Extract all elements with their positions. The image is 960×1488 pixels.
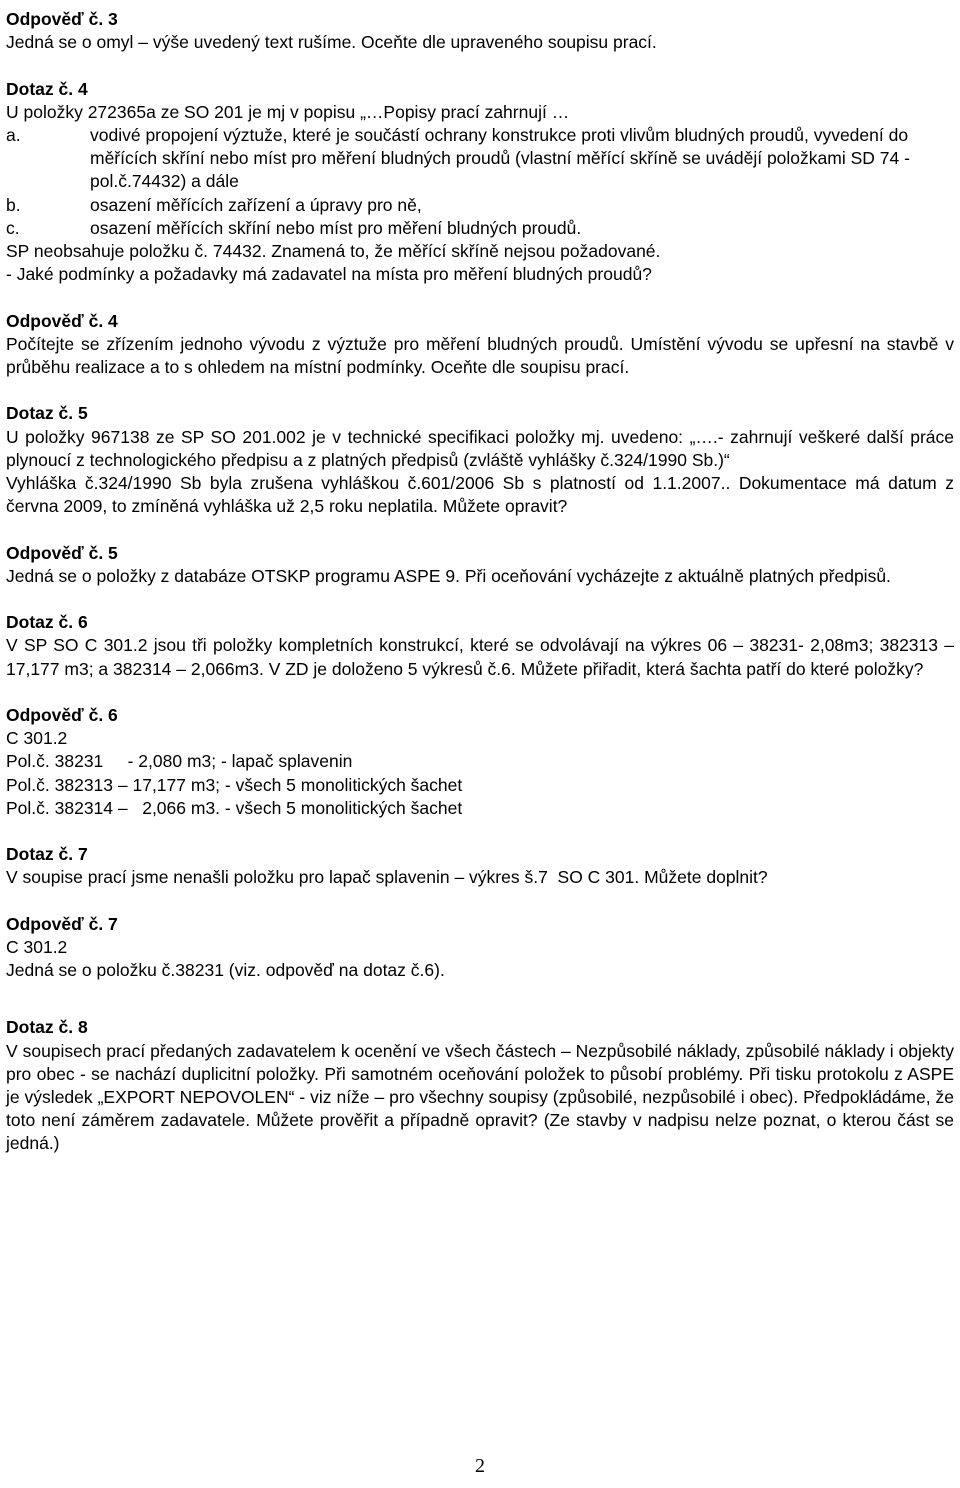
paragraph: Pol.č. 38231 - 2,080 m3; - lapač splavenin [6,751,353,772]
paragraph: - Jaké podmínky a požadavky má zadavatel na místa pro měření bludných proudů? [6,264,652,285]
paragraph: Pol.č. 382314 – 2,066 m3. - všech 5 monolitických šachet [6,797,463,818]
section-heading: Odpověď č. 5 [6,542,118,563]
paragraph: U položky 272365a ze SO 201 je mj v popisu „…Popisy prací zahrnují … [6,101,570,122]
paragraph: Pol.č. 382313 – 17,177 m3; - všech 5 monolitických šachet [6,774,463,795]
paragraph: V SP SO C 301.2 jsou tři položky kompletních konstrukcí, které se odvolávají na výkres 06 – 38231- 2,08m3; 382313 – 17,177 m3; a 382314 – 2,066m3. V ZD je doloženo 5 výkresů č.6. Můžete přiřadit, která šachta patří do které položky? [6,635,959,679]
paragraph: Počítejte se zřízením jednoho vývodu z výztuže pro měření bludných proudů. Umístění vývodu se upřesní na stavbě v průběhu realizace a to s ohledem na místní podmínky. Oceňte dle soupisu prací. [6,333,959,378]
list-item [6,217,954,240]
paragraph: C 301.2 [6,728,68,749]
paragraph: Jedná se o položku č.38231 (viz. odpověď na dotaz č.6). [6,960,445,981]
spacer [6,286,954,309]
list-item-text: osazení měřících zařízení a úpravy pro ně, [90,194,422,215]
page-number: 2 [475,1455,485,1477]
list-marker: a. [6,125,21,145]
spacer [6,379,954,402]
section-heading: Dotaz č. 6 [6,612,88,633]
paragraph: U položky 967138 ze SP SO 201.002 je v technické specifikaci položky mj. uvedeno: „….- zahrnují veškeré další práce plynoucí z technologického předpisu a z platných předpisů (zvláště vyhlášky č.324/1990 Sb.)“ [6,426,959,470]
section-heading: Dotaz č. 4 [6,78,88,99]
spacer [6,518,954,541]
paragraph: SP neobsahuje položku č. 74432. Znamená to, že měřící skříně nejsou požadované. [6,241,661,262]
list-item [6,194,954,217]
list-marker: b. [6,194,21,215]
list-item [6,124,954,194]
section-heading: Odpověď č. 4 [6,310,118,331]
section-heading: Dotaz č. 8 [6,1017,88,1038]
list-item-text: osazení měřících skříní nebo míst pro měření bludných proudů. [90,217,582,238]
section-heading: Dotaz č. 7 [6,844,88,865]
section-heading: Odpověď č. 6 [6,705,118,725]
spacer [6,588,954,611]
paragraph: V soupisech prací předaných zadavatelem k ocenění ve všech částech – Nezpůsobilé náklady, způsobilé náklady i objekty pro obec - se nachází duplicitní položky. Při samotném oceňování položek to působí problémy. Při tisku protokolu z ASPE je výsledek „EXPORT NEPOVOLEN“ - viz níže – pro všechny soupisy (způsobilé, nezpůsobilé i obec). Předpokládáme, že toto není záměrem zadavatele. Můžete prověřit a případně opravit? (Ze stavby v nadpisu nelze poznat, o kterou část se jedná.) [6,1040,959,1154]
section-heading: Odpověď č. 7 [6,913,118,934]
spacer [6,54,954,77]
spacer [6,820,954,843]
list-marker: c. [6,217,20,238]
section-heading: Odpověď č. 3 [6,9,118,29]
spacer [6,681,954,704]
list-item-text: vodivé propojení výztuže, které je součástí ochrany konstrukce proti vlivům bludných proudů, vyvedení do měřících skříní nebo míst pro měření bludných proudů (vlastní měřící skříně se uvádějí položkami SD 74 - pol.č.74432) a dále [90,125,910,192]
section-heading: Dotaz č. 5 [6,403,88,424]
paragraph: Vyhláška č.324/1990 Sb byla zrušena vyhláškou č.601/2006 Sb s platností od 1.1.2007.. Dokumentace má datum z června 2009, to zmíněná vyhláška už 2,5 roku neplatila. Můžete opravit? [6,473,959,517]
document-page [6,8,959,1156]
spacer [6,890,954,913]
paragraph: C 301.2 [6,937,68,957]
paragraph: V soupise prací jsme nenašli položku pro lapač splavenin – výkres š.7 SO C 301. Můžete doplnit? [6,867,768,888]
paragraph: Jedná se o omyl – výše uvedený text rušíme. Oceňte dle upraveného soupisu prací. [6,32,657,53]
paragraph: Jedná se o položky z databáze OTSKP programu ASPE 9. Při oceňování vycházejte z aktuálně platných předpisů. [6,565,891,586]
spacer [6,982,954,1016]
